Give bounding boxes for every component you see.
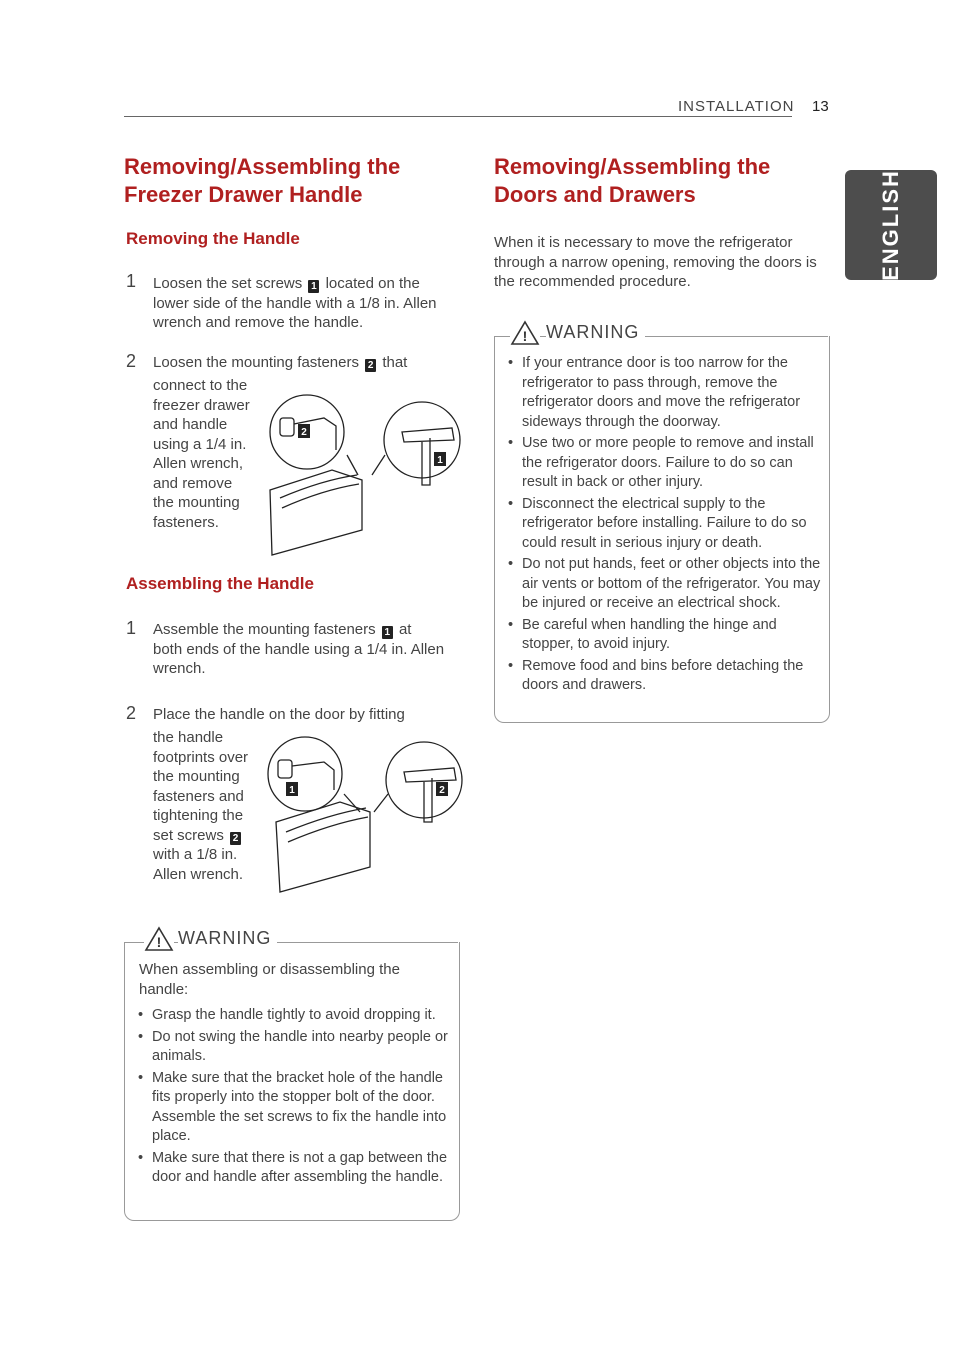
left-title — [124, 153, 400, 209]
list-item: • Make sure that there is not a gap between the door and handle after assembling the handle. — [136, 1149, 454, 1188]
text-line: using a 1/4 in. — [153, 435, 247, 453]
text-line: Allen wrench, — [153, 455, 244, 472]
handle-removal-illustration — [262, 380, 472, 560]
right-intro: When it is necessary to move the refrigerator through a narrow opening, removing the doors is the recommended procedure. — [494, 234, 817, 290]
callout-badge: 1 — [382, 626, 393, 639]
callout-badge: 2 — [301, 427, 307, 438]
list-item: • Do not swing the handle into nearby people or animals. — [136, 1028, 454, 1067]
assembling-heading: Assembling the Handle — [126, 574, 314, 593]
removing-step1-line2: lower side of the handle with a 1/8 in. Allen — [153, 294, 437, 312]
warning-triangle-icon — [510, 320, 540, 346]
callout-badge: 1 — [437, 455, 443, 466]
text-line: and remove — [153, 474, 233, 492]
right-title — [494, 153, 770, 209]
list-item: • Make sure that the bracket hole of the handle fits properly into the stopper bolt of the door. Assemble the set screws to fix the handle into place. — [136, 1069, 454, 1147]
assembling-step1-b: at — [398, 621, 412, 638]
header-section: INSTALLATION — [678, 98, 795, 115]
list-item: • Use two or more people to remove and install the refrigerator doors. Failure to do so can result in back or other injury. — [506, 434, 824, 493]
list-item: • Disconnect the electrical supply to the refrigerator before installing. Failure to do so could result in serious injury or death. — [506, 495, 824, 554]
text-line: Allen wrench. — [153, 865, 244, 883]
warning-rule — [124, 942, 458, 943]
assembling-step1-a: Assemble the mounting fasteners — [153, 621, 376, 638]
svg-text:!: ! — [156, 934, 162, 950]
text-line: footprints over — [153, 748, 249, 766]
callout-badge: 1 — [289, 785, 295, 796]
text-line: the mounting — [153, 768, 240, 785]
text-line: fasteners. — [153, 513, 219, 531]
text-line: and handle — [153, 416, 228, 433]
text-line: fasteners and — [153, 787, 244, 805]
assembling-step2-line1: Place the handle on the door by fitting — [153, 706, 405, 723]
warning-rule — [494, 336, 828, 337]
language-tab-label: ENGLISH — [878, 169, 903, 281]
set-screws-text: set screws — [153, 826, 224, 844]
list-item: • Grasp the handle tightly to avoid dropping it. — [136, 1006, 454, 1026]
list-item: • Be careful when handling the hinge and stopper, to avoid injury. — [506, 616, 824, 655]
removing-step2-a: Loosen the mounting fasteners — [153, 354, 359, 371]
text-line — [153, 826, 273, 846]
callout-badge: 2 — [439, 785, 445, 796]
assembling-step2-number: 2 — [126, 703, 137, 723]
page-number: 13 — [812, 98, 829, 115]
right-title-line2: Doors and Drawers — [494, 182, 696, 207]
left-title-line1: Removing/Assembling the — [124, 154, 401, 179]
warning-intro: When assembling or disassembling the handle: — [139, 961, 400, 998]
removing-step1-line3: wrench and remove the handle. — [153, 314, 364, 331]
assembling-step2-wrap — [153, 728, 273, 884]
removing-step1-number: 1 — [126, 271, 137, 291]
assembling-step1-number: 1 — [126, 618, 137, 638]
callout-badge: 2 — [365, 359, 376, 372]
callout-badge: 2 — [230, 832, 241, 845]
text-line: freezer drawer — [153, 396, 250, 414]
left-title-line2: Freezer Drawer Handle — [124, 182, 363, 207]
text-line: connect to the — [153, 377, 248, 394]
warning-title: WARNING — [178, 928, 277, 949]
list-item: • If your entrance door is too narrow for the refrigerator to pass through, remove the refrigerator doors and move the refrigerator sideways through the doorway. — [506, 354, 824, 432]
header-rule — [124, 116, 792, 117]
language-tab — [845, 170, 937, 280]
callout-badge: 1 — [308, 280, 319, 293]
removing-step1-text — [153, 274, 473, 333]
right-title-line1: Removing/Assembling the — [494, 154, 771, 179]
warning-triangle-icon — [144, 926, 174, 952]
assembling-step1-text — [153, 620, 473, 679]
handle-assembly-illustration — [262, 732, 472, 902]
text-line: the mounting — [153, 494, 240, 511]
text-line: with a 1/8 in. — [153, 846, 238, 863]
removing-step2-wrap — [153, 376, 273, 532]
removing-step1-a: Loosen the set screws — [153, 275, 303, 292]
assembly-warning-list — [136, 1006, 454, 1190]
removing-heading: Removing the Handle — [126, 229, 300, 248]
removing-step2-line1 — [153, 353, 473, 373]
list-item: • Remove food and bins before detaching the doors and drawers. — [506, 657, 824, 696]
warning-title: WARNING — [546, 322, 645, 343]
assembling-step1-line3: wrench. — [153, 660, 206, 677]
removing-step1-b: located on the — [325, 275, 420, 292]
doors-warning-list — [506, 354, 824, 698]
removing-step2-number: 2 — [126, 351, 137, 371]
removing-step2-b: that — [382, 354, 408, 371]
assembling-step1-line2: both ends of the handle using a 1/4 in. Allen — [153, 640, 445, 658]
list-item: • Do not put hands, feet or other objects into the air vents or bottom of the refrigerator. You may be injured or receive an electrical shock. — [506, 555, 824, 614]
text-line: tightening the — [153, 807, 244, 824]
svg-text:!: ! — [522, 328, 528, 344]
text-line: the handle — [153, 729, 224, 746]
